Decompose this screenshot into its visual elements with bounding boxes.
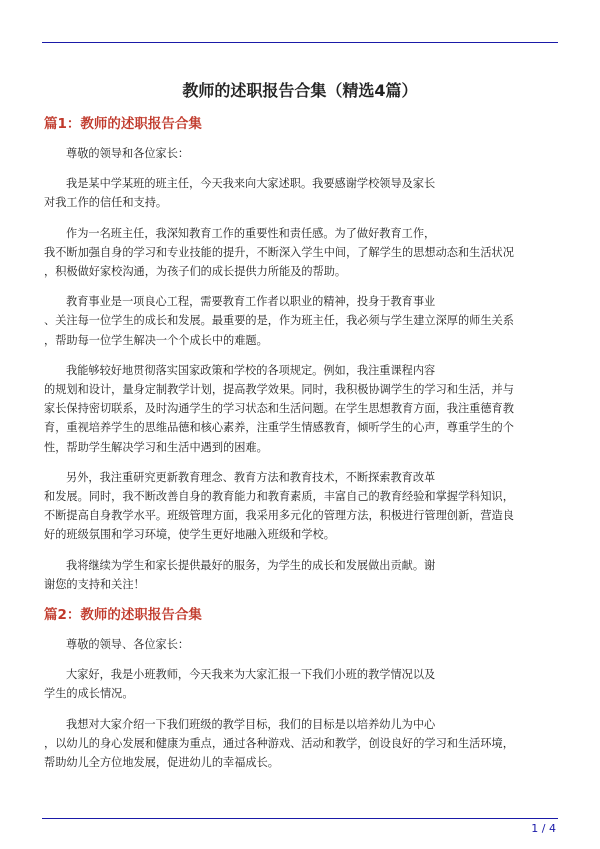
paragraph-line: 我能够较好地贯彻落实国家政策和学校的各项规定。例如，我注重课程内容 [66, 363, 436, 377]
paragraph-line: 大家好，我是小班教师，今天我来为大家汇报一下我们小班的教学情况以及 [66, 668, 436, 682]
paragraph [44, 224, 558, 282]
paragraph-line: ，帮助每一位学生解决一个个成长中的难题。 [44, 333, 268, 347]
paragraph-line: 尊敬的领导和各位家长： [66, 147, 190, 160]
paragraph [44, 144, 558, 163]
paragraph [44, 556, 558, 594]
section-heading: 篇1：教师的述职报告合集 [44, 116, 202, 132]
document-body [44, 114, 558, 783]
paragraph-line: 性，帮助学生解决学习和生活中遇到的困难。 [44, 440, 268, 454]
paragraph [44, 292, 558, 350]
paragraph-line: 谢您的支持和关注！ [44, 577, 145, 591]
paragraph [44, 635, 558, 654]
paragraph-line: 、关注每一位学生的成长和发展。最重要的是，作为班主任，我必须与学生建立深厚的师生关系 [44, 314, 514, 328]
paragraph-line: 帮助幼儿全方位地发展，促进幼儿的幸福成长。 [44, 756, 279, 770]
paragraph [44, 174, 558, 212]
paragraph-line: 不断提高自身教学水平。班级管理方面，我采用多元化的管理方法，积极进行管理创新，营造良 [44, 509, 514, 523]
paragraph [44, 468, 558, 545]
paragraph-line: 我想对大家介绍一下我们班级的教学目标，我们的目标是以培养幼儿为中心 [66, 717, 436, 731]
paragraph [44, 715, 558, 773]
paragraph-line: 另外，我注重研究更新教育理念、教育方法和教育技术，不断探索教育改革 [66, 470, 436, 484]
paragraph-line: ，以幼儿的身心发展和健康为重点，通过各种游戏、活动和教学，创设良好的学习和生活环境， [44, 736, 514, 750]
section-heading: 篇2：教师的述职报告合集 [44, 607, 202, 624]
paragraph [44, 361, 558, 457]
paragraph-line: ，积极做好家校沟通，为孩子们的成长提供力所能及的帮助。 [44, 265, 347, 279]
paragraph-line: 教育事业是一项良心工程，需要教育工作者以职业的精神，投身于教育事业 [66, 295, 436, 309]
paragraph-line: 好的班级氛围和学习环境，使学生更好地融入班级和学校。 [44, 528, 335, 542]
paragraph-line: 和发展。同时，我不断改善自身的教育能力和教育素质，丰富自己的教育经验和掌握学科知识， [44, 490, 514, 504]
paragraph-line: 尊敬的领导、各位家长： [66, 638, 190, 652]
paragraph-line: 我将继续为学生和家长提供最好的服务，为学生的成长和发展做出贡献。谢 [66, 558, 436, 572]
paragraph-line: 学生的成长情况。 [44, 687, 134, 701]
paragraph-line: 作为一名班主任，我深知教育工作的重要性和责任感。为了做好教育工作， [66, 226, 436, 240]
footer-rule [42, 818, 558, 819]
paragraph-line: 家长保持密切联系，及时沟通学生的学习状态和生活问题。在学生思想教育方面，我注重德育教 [44, 402, 514, 416]
paragraph-line: 我是某中学某班的班主任，今天我来向大家述职。我要感谢学校领导及家长 [66, 177, 436, 191]
page-number: 1 / 4 [531, 822, 556, 835]
paragraph-line: 对我工作的信任和支持。 [44, 196, 168, 210]
paragraph-line: 的规划和设计，量身定制教学计划，提高教学效果。同时，我积极协调学生的学习和生活，并与 [44, 383, 514, 397]
document-title: 教师的述职报告合集（精选4篇） [182, 81, 418, 100]
paragraph-line: 我不断加强自身的学习和专业技能的提升，不断深入学生中间，了解学生的思想动态和生活状况 [44, 245, 514, 259]
paragraph [44, 665, 558, 703]
paragraph-line: 育，重视培养学生的思维品德和核心素养，注重学生情感教育，倾听学生的心声，尊重学生的个 [44, 421, 514, 435]
header-rule [42, 42, 558, 43]
